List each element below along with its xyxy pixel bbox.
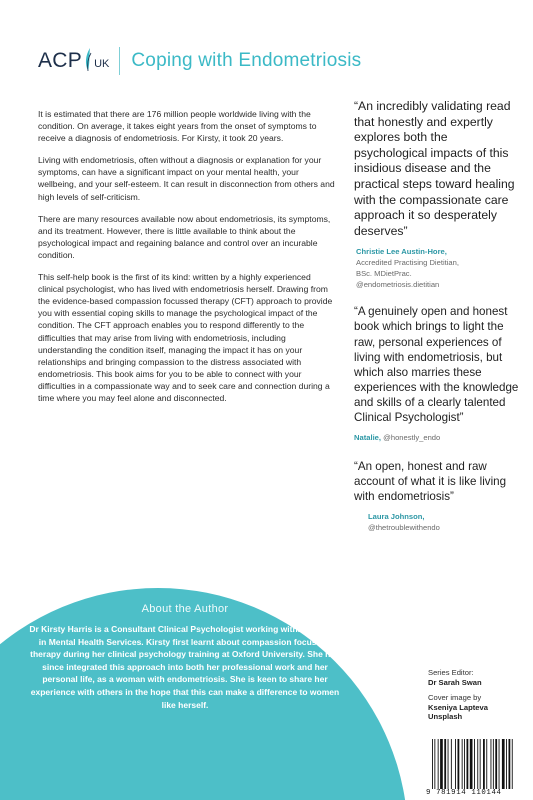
reviewer-handle: @endometriosis.dietitian — [356, 280, 440, 290]
cover-credit-name: Kseniya Lapteva — [428, 702, 488, 712]
book-title: Coping with Endometriosis — [131, 50, 362, 71]
leaf-icon — [83, 46, 93, 72]
review-attribution — [356, 246, 524, 290]
blurb-paragraph: This self-help book is the first of its kind: written by a highly experienced clinical psychologist, who has lived with endometriosis herself. Drawing from the evidence-based compassion focussed therapy (CFT) approach to provide you with essential coping skills to manage the psychological impact of the condition. The CFT approach enables you to respond differently to the difficulties that may arise from living with endometriosis, including understanding the condition itself, managing the impact it has on your relationships and bringing compassion to the distress associated with endometriosis. This book aims for you to be able to connect with your difficulties in a compassionate way and to seek care and connection during a time where you may feel alone and disconnected. — [38, 272, 333, 403]
logo-acp-text: ACP — [38, 49, 83, 72]
barcode-bar — [483, 739, 485, 789]
barcode-bar — [502, 739, 505, 789]
barcode-bar — [493, 739, 494, 789]
barcode-bar — [480, 739, 481, 789]
blurb-paragraph: There are many resources available now about endometriosis, its symptoms, and its treatment. However, there is little available to think about the psychological impact and regaining balance and control over an incurable condition. — [38, 213, 331, 260]
reviewer-detail: Accredited Practising Dietitian, — [356, 258, 459, 268]
barcode-bar — [495, 739, 497, 789]
barcode-bar — [491, 739, 492, 789]
barcode-graphic — [432, 739, 524, 789]
barcode-bar — [458, 739, 460, 789]
barcode-bar — [509, 739, 511, 789]
series-editor-label: Series Editor: — [428, 668, 474, 677]
barcode-bar — [462, 739, 463, 789]
reviewer-name: Natalie, — [354, 433, 382, 443]
reviewer-name: Christie Lee Austin-Hore, — [356, 247, 447, 257]
header — [38, 46, 361, 76]
barcode-bar — [434, 739, 435, 789]
acp-uk-logo — [38, 46, 109, 76]
series-editor-name: Dr Sarah Swan — [428, 677, 482, 687]
header-divider — [119, 47, 120, 75]
barcode-bar — [486, 739, 487, 789]
cover-credit-label: Cover image by — [428, 693, 482, 702]
about-author — [28, 603, 342, 711]
barcode-bar — [440, 739, 443, 789]
review-quotes — [354, 99, 524, 533]
review-quote: “A genuinely open and honest book which brings to light the raw, personal experiences of living with endometriosis, but which also marries these experiences with the knowledge and skills of a clearly talented Clinical Psychologist” — [354, 305, 519, 424]
barcode-bar — [464, 739, 465, 789]
barcode-bar — [467, 739, 469, 789]
reviewer-detail: BSc. MDietPrac. — [356, 269, 412, 279]
isbn-barcode — [424, 733, 529, 800]
about-author-bio: Dr Kirsty Harris is a Consultant Clinical Psychologist working within the NHS in Mental Health Services. Kirsty first learnt about compassion focussed therapy during her clinical psychology training at Oxford University. She has since integrated this approach into both her professional work and her personal life, as a woman with endometriosis. She is keen to share her experience with others in the hope that this can make a difference to women like herself. — [29, 624, 341, 710]
isbn-number: 9 781914 110144 — [426, 789, 502, 797]
barcode-bar — [474, 739, 475, 789]
review-attribution — [368, 511, 524, 533]
cover-credit-source: Unsplash — [428, 712, 463, 721]
about-author-heading: About the Author — [141, 603, 229, 615]
blurb-paragraph: Living with endometriosis, often without a diagnosis or explanation for your symptoms, can have a significant impact on your mental health, your wellbeing, and your self-esteem. It can result in disconnection from others and high levels of self-criticism. — [38, 155, 335, 202]
barcode-bar — [470, 739, 473, 789]
barcode-bar — [448, 739, 449, 789]
blurb-text — [38, 108, 338, 414]
barcode-bar — [438, 739, 439, 789]
barcode-bar — [451, 739, 452, 789]
series-credits — [428, 668, 528, 722]
review-quote: “An incredibly validating read that honestly and expertly explores both the psychological impacts of this insidious disease and the practical steps toward healing with the compassionate care approach it so desperately deserves” — [354, 99, 515, 238]
barcode-bar — [477, 739, 478, 789]
reviewer-handle: @honestly_endo — [383, 433, 441, 443]
logo-uk-text: UK — [94, 57, 110, 70]
review-quote: “An open, honest and raw account of what it is like living with endometriosis” — [354, 460, 507, 504]
barcode-bar — [432, 739, 433, 789]
reviewer-name: Laura Johnson, — [368, 512, 425, 522]
barcode-bar — [506, 739, 507, 789]
barcode-bar — [444, 739, 446, 789]
barcode-bar — [512, 739, 513, 789]
reviewer-handle: @thetroublewithendo — [368, 523, 440, 533]
blurb-paragraph: It is estimated that there are 176 million people worldwide living with the condition. On average, it takes eight years from the onset of symptoms to receive a diagnosis of endometriosis. For Kirsty, it took 20 years. — [38, 109, 317, 144]
review-attribution — [354, 432, 524, 443]
barcode-bar — [455, 739, 456, 789]
barcode-bar — [499, 739, 500, 789]
